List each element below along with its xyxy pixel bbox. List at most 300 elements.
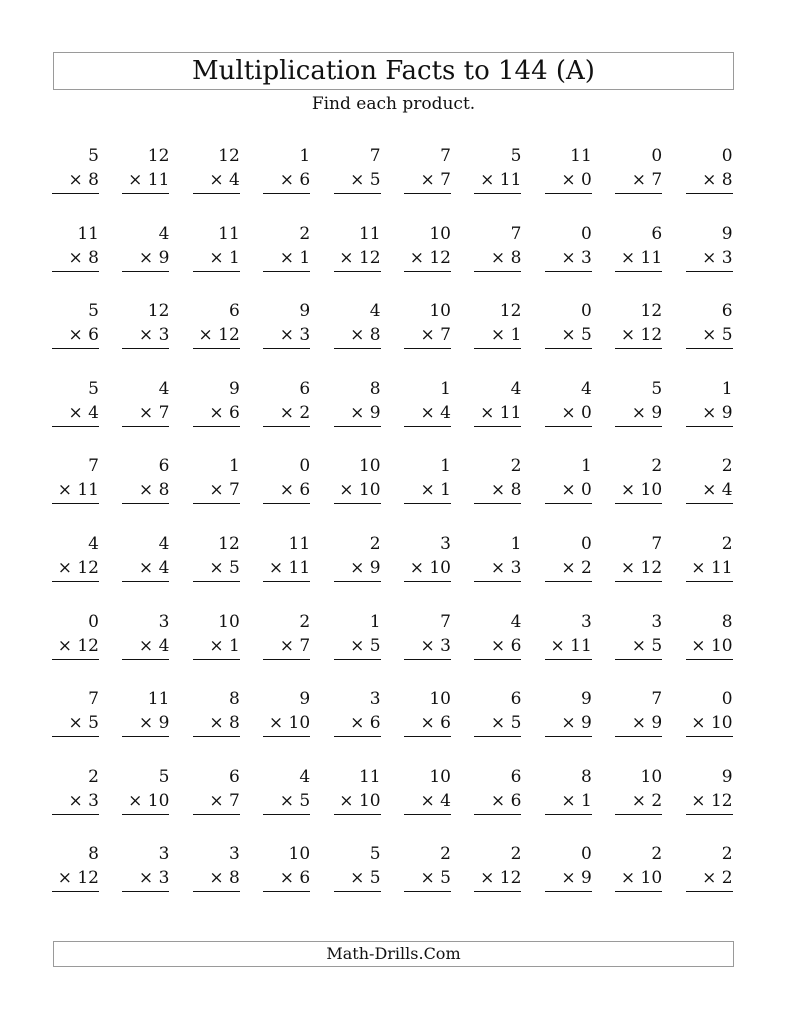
multiplicand: 2	[721, 844, 733, 865]
multiplier	[561, 325, 591, 345]
multiplicand: 4	[158, 534, 170, 554]
multiplicand: 9	[721, 223, 733, 244]
times-sign: ×	[702, 402, 717, 423]
times-sign: ×	[490, 713, 506, 734]
multiplicand: 0	[721, 146, 733, 166]
times-sign: ×	[490, 325, 506, 346]
times-sign: ×	[561, 868, 576, 889]
answer-line	[263, 426, 310, 427]
answer-line	[615, 814, 662, 815]
times-sign: ×	[268, 558, 284, 578]
times-sign: ×	[138, 635, 154, 656]
times-sign: ×	[420, 480, 435, 501]
multiplication-problem	[545, 844, 592, 892]
multiplier	[58, 868, 99, 888]
answer-line	[263, 736, 310, 737]
times-sign: ×	[350, 402, 365, 423]
times-sign: ×	[350, 170, 365, 190]
answer-line	[545, 426, 592, 427]
answer-line	[615, 271, 662, 272]
multiplier-value: 5	[228, 558, 240, 578]
times-sign: ×	[620, 247, 636, 268]
answer-line	[404, 891, 451, 892]
multiplication-problem	[334, 301, 381, 349]
times-sign: ×	[480, 170, 495, 190]
multiplicand: 11	[218, 223, 240, 244]
times-sign: ×	[561, 170, 576, 190]
multiplier	[139, 713, 169, 733]
times-sign: ×	[490, 790, 506, 811]
multiplier-value: 1	[299, 247, 311, 268]
multiplication-problem	[334, 456, 381, 504]
times-sign: ×	[420, 402, 435, 423]
multiplication-problem	[404, 301, 451, 349]
times-sign: ×	[490, 558, 506, 578]
multiplication-problem	[263, 224, 310, 272]
multiplier	[69, 713, 99, 733]
multiplier	[561, 791, 591, 811]
multiplication-problem	[263, 689, 310, 737]
multiplicand: 0	[88, 611, 99, 632]
multiplier	[58, 480, 99, 500]
multiplier-value: 9	[158, 713, 170, 734]
multiplier-value: 9	[721, 402, 733, 423]
multiplication-problem	[334, 689, 381, 737]
times-sign: ×	[279, 480, 294, 501]
multiplier	[621, 480, 662, 500]
answer-line	[334, 659, 381, 660]
multiplier	[421, 325, 451, 345]
times-sign: ×	[57, 868, 72, 889]
answer-line	[404, 736, 451, 737]
multiplier	[561, 713, 591, 733]
answer-line	[404, 271, 451, 272]
answer-line	[474, 426, 521, 427]
multiplier-value: 3	[440, 635, 451, 656]
multiplier	[410, 558, 451, 578]
multiplier-value: 9	[580, 868, 592, 889]
multiplier	[621, 558, 662, 578]
times-sign: ×	[209, 558, 224, 578]
multiplier	[421, 713, 451, 733]
multiplier	[480, 170, 521, 190]
answer-line	[615, 736, 662, 737]
multiplicand: 2	[299, 223, 311, 244]
multiplicand: 7	[510, 223, 522, 244]
multiplier	[491, 480, 521, 500]
times-sign: ×	[279, 868, 294, 889]
multiplier	[199, 325, 240, 345]
multiplier	[621, 325, 662, 345]
multiplication-problem	[52, 146, 99, 194]
times-sign: ×	[420, 170, 435, 190]
multiplier	[561, 868, 591, 888]
multiplication-problem	[615, 767, 662, 815]
multiplication-problem	[686, 534, 733, 582]
multiplier	[421, 636, 451, 656]
multiplication-problem	[52, 534, 99, 582]
multiplication-problem	[545, 146, 592, 194]
multiplicand: 0	[580, 844, 592, 865]
multiplier	[491, 791, 521, 811]
times-sign: ×	[138, 480, 154, 501]
multiplier-value: 12	[218, 325, 240, 346]
answer-line	[615, 891, 662, 892]
multiplication-problem	[474, 456, 521, 504]
times-sign: ×	[620, 480, 636, 501]
times-sign: ×	[279, 402, 294, 423]
multiplier	[561, 403, 591, 423]
times-sign: ×	[561, 713, 576, 734]
multiplier-value: 1	[580, 790, 592, 811]
multiplication-problem	[404, 224, 451, 272]
multiplier-value: 4	[158, 558, 170, 578]
multiplication-problem	[193, 612, 240, 660]
multiplier-value: 8	[158, 480, 170, 501]
multiplier-value: 11	[710, 558, 733, 578]
multiplier-value: 12	[640, 558, 663, 578]
multiplier	[69, 325, 99, 345]
answer-line	[122, 891, 169, 892]
answer-line	[545, 503, 592, 504]
times-sign: ×	[279, 247, 294, 268]
multiplier	[491, 325, 521, 345]
multiplier-value: 3	[88, 790, 99, 811]
multiplier-value: 6	[510, 635, 522, 656]
answer-line	[193, 503, 240, 504]
multiplier-value: 12	[77, 868, 99, 889]
answer-line	[545, 891, 592, 892]
multiplication-problem	[263, 534, 310, 582]
multiplier-value: 12	[640, 325, 663, 346]
times-sign: ×	[561, 247, 576, 268]
multiplier	[209, 480, 239, 500]
multiplication-problem	[122, 379, 169, 427]
answer-line	[545, 193, 592, 194]
multiplicand: 11	[77, 223, 99, 244]
multiplication-problem	[193, 767, 240, 815]
multiplicand: 4	[158, 223, 170, 244]
answer-line	[52, 193, 99, 194]
multiplier	[139, 325, 169, 345]
times-sign: ×	[420, 325, 435, 346]
multiplier-value: 9	[651, 402, 663, 423]
multiplicand: 11	[288, 534, 311, 554]
multiplicand: 4	[88, 534, 99, 554]
multiplier-value: 5	[369, 635, 381, 656]
multiplicand: 0	[721, 689, 733, 710]
multiplicand: 6	[299, 378, 311, 399]
multiplier	[702, 325, 732, 345]
times-sign: ×	[631, 170, 646, 190]
multiplicand: 11	[147, 689, 170, 710]
multiplicand: 7	[440, 146, 451, 166]
multiplicand: 9	[299, 689, 311, 710]
times-sign: ×	[209, 868, 224, 889]
multiplier-value: 7	[158, 402, 170, 423]
multiplier-value: 4	[440, 790, 451, 811]
multiplication-problem	[474, 767, 521, 815]
multiplication-problem	[404, 146, 451, 194]
times-sign: ×	[209, 247, 224, 268]
answer-line	[52, 348, 99, 349]
multiplication-problem	[334, 224, 381, 272]
multiplier	[350, 170, 380, 190]
multiplication-problem	[193, 301, 240, 349]
multiplication-problem	[334, 844, 381, 892]
multiplier	[480, 868, 521, 888]
answer-line	[404, 581, 451, 582]
multiplication-problem	[52, 767, 99, 815]
multiplication-problem	[263, 767, 310, 815]
multiplication-problem	[545, 612, 592, 660]
answer-line	[122, 581, 169, 582]
times-sign: ×	[490, 480, 506, 501]
multiplier	[280, 480, 310, 500]
multiplication-problem	[474, 844, 521, 892]
multiplicand: 3	[228, 844, 240, 865]
multiplier-value: 5	[369, 170, 381, 190]
multiplier	[621, 248, 662, 268]
times-sign: ×	[350, 713, 365, 734]
multiplier-value: 7	[228, 790, 240, 811]
answer-line	[193, 581, 240, 582]
multiplier	[561, 248, 591, 268]
answer-line	[686, 348, 733, 349]
multiplier	[561, 558, 591, 578]
multiplicand: 3	[158, 611, 170, 632]
answer-line	[52, 814, 99, 815]
multiplicand: 0	[580, 301, 592, 322]
multiplier	[350, 636, 380, 656]
answer-line	[615, 659, 662, 660]
multiplicand: 8	[88, 844, 99, 865]
multiplier-value: 6	[510, 790, 522, 811]
answer-line	[334, 348, 381, 349]
multiplier-value: 11	[570, 635, 592, 656]
answer-line	[474, 581, 521, 582]
multiplication-problem	[545, 689, 592, 737]
answer-line	[52, 659, 99, 660]
multiplicand: 11	[570, 146, 592, 166]
answer-line	[52, 426, 99, 427]
multiplier	[128, 791, 169, 811]
multiplication-problem	[615, 612, 662, 660]
multiplier	[421, 403, 451, 423]
answer-line	[686, 503, 733, 504]
multiplier	[209, 558, 239, 578]
times-sign: ×	[209, 790, 224, 811]
multiplicand: 7	[651, 534, 663, 554]
multiplier	[269, 558, 310, 578]
multiplicand: 6	[721, 301, 733, 322]
multiplication-problem	[474, 146, 521, 194]
multiplicand: 1	[299, 146, 311, 166]
multiplier-value: 2	[651, 790, 663, 811]
times-sign: ×	[561, 402, 576, 423]
answer-line	[334, 581, 381, 582]
multiplication-problem	[193, 146, 240, 194]
multiplicand: 3	[580, 611, 592, 632]
answer-line	[686, 814, 733, 815]
multiplier-value: 4	[158, 635, 170, 656]
multiplier-value: 8	[228, 713, 240, 734]
multiplication-problem	[52, 456, 99, 504]
multiplicand: 8	[580, 766, 592, 787]
multiplication-problem	[615, 224, 662, 272]
multiplication-problem	[334, 534, 381, 582]
answer-line	[52, 581, 99, 582]
times-sign: ×	[68, 790, 83, 811]
multiplication-problem	[122, 767, 169, 815]
multiplicand: 5	[158, 766, 170, 787]
answer-line	[334, 503, 381, 504]
multiplicand: 6	[510, 766, 522, 787]
multiplier	[339, 248, 380, 268]
multiplier-value: 3	[580, 247, 592, 268]
answer-line	[263, 659, 310, 660]
multiplication-problem	[615, 689, 662, 737]
multiplier-value: 10	[640, 480, 663, 501]
multiplier-value: 6	[369, 713, 381, 734]
times-sign: ×	[480, 868, 495, 889]
multiplicand: 10	[640, 766, 663, 787]
multiplier	[139, 480, 169, 500]
answer-line	[545, 736, 592, 737]
multiplicand: 2	[369, 534, 381, 554]
multiplication-problem	[686, 689, 733, 737]
multiplicand: 6	[510, 689, 522, 710]
multiplication-problem	[686, 379, 733, 427]
answer-line	[52, 503, 99, 504]
multiplier-value: 0	[580, 480, 592, 501]
answer-line	[52, 271, 99, 272]
answer-line	[122, 193, 169, 194]
multiplicand: 12	[147, 301, 170, 322]
multiplication-problem	[686, 844, 733, 892]
multiplicand: 1	[580, 456, 592, 477]
multiplicand: 7	[88, 456, 99, 477]
multiplication-problem	[404, 379, 451, 427]
times-sign: ×	[561, 558, 576, 578]
multiplier-value: 11	[147, 170, 170, 190]
times-sign: ×	[620, 868, 636, 889]
times-sign: ×	[702, 247, 717, 268]
multiplication-problem	[193, 456, 240, 504]
times-sign: ×	[550, 635, 565, 656]
multiplication-problem	[263, 379, 310, 427]
times-sign: ×	[57, 558, 72, 578]
multiplier-value: 4	[440, 402, 451, 423]
multiplier	[209, 636, 239, 656]
multiplier-value: 12	[77, 558, 99, 578]
multiplier	[421, 868, 451, 888]
multiplier-value: 6	[88, 325, 99, 346]
multiplicand: 12	[640, 301, 663, 322]
multiplication-problem	[52, 224, 99, 272]
multiplication-problem	[545, 456, 592, 504]
multiplication-problem	[122, 224, 169, 272]
multiplication-problem	[615, 146, 662, 194]
multiplier-value: 9	[369, 558, 381, 578]
multiplicand: 4	[369, 301, 381, 322]
multiplication-problem	[263, 301, 310, 349]
multiplier	[350, 713, 380, 733]
times-sign: ×	[409, 247, 424, 268]
multiplicand: 10	[358, 456, 381, 477]
times-sign: ×	[128, 170, 143, 190]
multiplicand: 4	[299, 766, 311, 787]
answer-line	[686, 271, 733, 272]
times-sign: ×	[57, 635, 72, 656]
multiplication-problem	[263, 612, 310, 660]
answer-line	[334, 736, 381, 737]
answer-line	[193, 814, 240, 815]
multiplication-problem	[334, 767, 381, 815]
multiplier	[491, 713, 521, 733]
multiplicand: 4	[510, 378, 522, 399]
multiplier-value: 8	[228, 868, 240, 889]
multiplier-value: 10	[429, 558, 451, 578]
multiplier	[491, 248, 521, 268]
times-sign: ×	[339, 790, 354, 811]
multiplication-problem	[334, 146, 381, 194]
answer-line	[686, 581, 733, 582]
multiplicand: 1	[228, 456, 240, 477]
answer-line	[334, 271, 381, 272]
times-sign: ×	[420, 713, 435, 734]
multiplication-problem	[686, 224, 733, 272]
times-sign: ×	[68, 247, 83, 268]
times-sign: ×	[561, 480, 576, 501]
multiplier	[702, 170, 732, 190]
multiplicand: 1	[721, 378, 733, 399]
answer-line	[193, 736, 240, 737]
multiplicand: 3	[158, 844, 170, 865]
multiplicand: 2	[88, 766, 99, 787]
multiplier-value: 11	[288, 558, 311, 578]
multiplicand: 7	[440, 611, 451, 632]
multiplication-problem	[615, 379, 662, 427]
multiplication-problem	[474, 689, 521, 737]
multiplication-problem	[193, 534, 240, 582]
answer-line	[122, 271, 169, 272]
times-sign: ×	[702, 170, 717, 190]
multiplier	[691, 791, 732, 811]
multiplication-problem	[52, 379, 99, 427]
multiplier-value: 7	[228, 480, 240, 501]
multiplication-problem	[122, 534, 169, 582]
multiplicand: 1	[440, 378, 451, 399]
multiplier-value: 11	[77, 480, 99, 501]
multiplier	[632, 791, 662, 811]
multiplicand: 6	[228, 301, 240, 322]
multiplier-value: 0	[580, 170, 592, 190]
multiplication-problem	[615, 456, 662, 504]
multiplier	[209, 868, 239, 888]
multiplicand: 10	[429, 689, 451, 710]
multiplier-value: 12	[77, 635, 99, 656]
multiplier	[128, 170, 169, 190]
multiplier	[350, 558, 380, 578]
multiplicand: 10	[429, 301, 451, 322]
answer-line	[334, 426, 381, 427]
multiplier	[209, 403, 239, 423]
multiplier	[339, 480, 380, 500]
answer-line	[52, 891, 99, 892]
multiplier-value: 10	[710, 713, 733, 734]
multiplication-problem	[122, 301, 169, 349]
